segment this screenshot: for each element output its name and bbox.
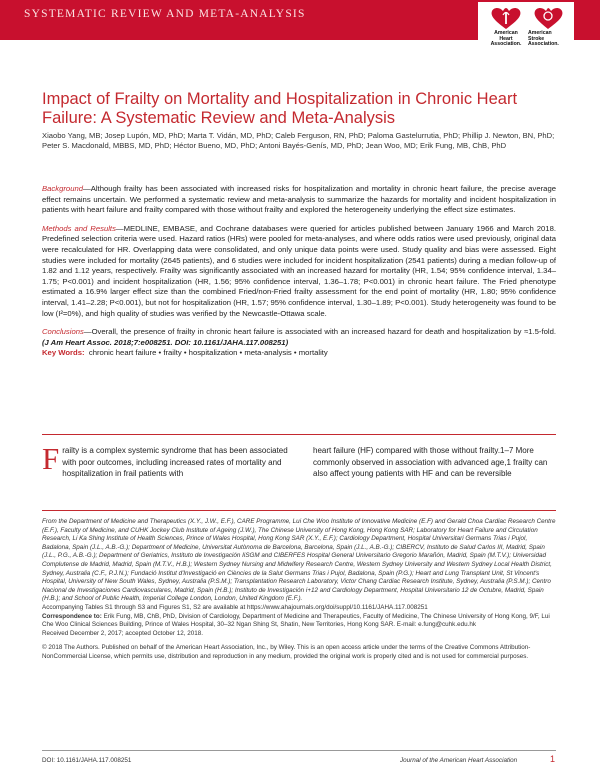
- asa-word-1: American: [528, 30, 552, 36]
- citation: (J Am Heart Assoc. 2018;7:e008251. DOI: 10.1161/JAHA.117.008251): [42, 337, 289, 347]
- author-list: Xiaobo Yang, MB; Josep Lupón, MD, PhD; Marta T. Vidán, MD, PhD; Caleb Ferguson, RN, PhD; Paloma Gastelurrutia, PhD; Phillip J. Newton, BN, PhD; Peter S. Macdonald, MBBS, MD, PhD; Héctor Bueno, MD, PhD; Antoni Bayés-Genís, MD, PhD; Jean Woo, MD; Erik Fung, MB, ChB, PhD: [42, 131, 555, 151]
- correspondence: [42, 613, 556, 630]
- abstract-divider: [42, 434, 556, 435]
- footer-divider: [42, 750, 556, 751]
- supplement-note: Accompanying Tables S1 through S3 and Figures S1, S2 are available at https://www.ahajournals.org/doi/suppl/10.1161/JAHA.117.008251: [42, 603, 428, 611]
- asa-word-3: Association.: [528, 41, 559, 48]
- footnotes: [42, 518, 556, 662]
- body-right-text: heart failure (HF) compared with those without frailty.1–7 More commonly observed in association with advanced age,1 frailty can also affect young patients with HF and can be reversible: [313, 446, 548, 479]
- drop-cap: F: [42, 441, 60, 476]
- keywords-line: [42, 348, 556, 359]
- article-title: Impact of Frailty on Mortality and Hospitalization in Chronic Heart Failure: A Systematic Review and Meta-Analysis: [42, 90, 518, 127]
- received-dates: Received December 2, 2017; accepted October 12, 2018.: [42, 629, 204, 637]
- abstract-methods: [42, 224, 556, 319]
- conclusions-label: Conclusions: [42, 327, 84, 337]
- keywords: chronic heart failure • frailty • hospitalization • meta-analysis • mortality: [88, 348, 328, 358]
- correspondence-label: Correspondence to:: [42, 612, 102, 620]
- affiliations: From the Department of Medicine and Therapeutics (X.Y., J.W., E.F.), CARE Programme, Lui Che Woo Institute of Innovative Medicine (E.F) and Gerald Choa Cardiac Research Centre (E.F.), Faculty of Medicine, and CUHK Jockey Club Institute of Ageing (J.W.), The Chinese University of Hong Kong, Hong Kong SAR; Laboratory for Heart Failure and Circulation Research, Li Ka Shing Institute of Health Sciences, Prince of Wales Hospital, Hong Kong SAR (X.Y., E.F.); Cardiology Department, Hospital Universitari Germans Trias i Pujol, Badalona, Spain (J.L., A.B.-G.); Department of Medicine, Universitat Autònoma de Barcelona, Barcelona, Spain (J.L., A.B.-G.); CIBERCV, Instituto de Salud Carlos III, Madrid, Spain (J.L., P.G., A.B.-G.); Department of Geriatrics, Instituto de Investigación IiSGM and CIBERFES Hospital General Universitario Gregorio Marañón, Madrid, Spain (M.T.V.); Universidad Complutense de Madrid, Madrid, Spain (M.T.V., H.B.); Western Sydney Nursing and Midwifery Research Centre, Western Sydney University and Western Sydney Local Health District, Sydney, Australia (C.F., P.J.N.); Fundació Institut d'Investigació en Ciències de la Salut Germans Trias i Pujol, Badalona, Spain (P.G.); Heart and Lung Transplant Unit, St Vincent's Hospital, University of New South Wales, Sydney, Australia (P.S.M.); Transplantation Research Laboratory, Victor Chang Cardiac Research Institute, Sydney, Australia (P.S.M.); Centro Nacional de Investigaciones Cardiovasculares, Madrid, Spain (H.B.); Instituto de Investigación i+12 and Cardiology Department, Hospital Universitario 12 de Octubre, Madrid, Spain (H.B.); and School of Public Health, Imperial College London, London, United Kingdom (E.F.).: [42, 518, 556, 603]
- section-label: SYSTEMATIC REVIEW AND META-ANALYSIS: [24, 8, 306, 20]
- aha-word-3: Association.: [490, 41, 522, 48]
- abstract-conclusions: [42, 327, 556, 348]
- footer-journal: Journal of the American Heart Association: [400, 757, 518, 764]
- background-label: Background: [42, 184, 84, 193]
- methods-label: Methods and Results: [42, 223, 116, 233]
- page-number: 1: [550, 754, 556, 764]
- abstract-background: [42, 184, 556, 216]
- torch-heart-icon: [486, 6, 526, 30]
- aha-word-2: Heart: [499, 35, 513, 42]
- aha-word-1: American: [494, 30, 518, 36]
- asa-word-2: Stroke: [528, 35, 545, 42]
- conclusions-text: —Overall, the presence of frailty in chronic heart failure is associated with an increased hazard for death and hospitalization by ≈1.5-fold.: [83, 327, 556, 337]
- footer-doi: DOI: 10.1161/JAHA.117.008251: [42, 757, 132, 764]
- license-note: © 2018 The Authors. Published on behalf of the American Heart Association, Inc., by Wiley. This is an open access article under the terms of the Creative Commons Attribution-NonCommercial License, which permits use, distribution and reproduction in any medium, provided the original work is properly cited and is not used for commercial purposes.: [42, 644, 531, 660]
- keywords-label: Key Words:: [42, 348, 85, 358]
- aha-wordmark: [484, 31, 528, 48]
- asa-wordmark: [528, 31, 572, 48]
- body-left-text: railty is a complex systemic syndrome that has been associated with poor outcomes, including increased rates of mortality and hospitalization in frail patients with: [62, 446, 288, 479]
- footnote-divider: [42, 510, 556, 511]
- correspondence-text: Erik Fung, MB, ChB, PhD, Division of Cardiology, Department of Medicine and Therapeutics, Faculty of Medicine, The Chinese University of Hong Kong, 9/F, Lui Che Woo Clinical Sciences Building, Prince of Wales Hospital, 30–32 Ngan Shing St, Shatin, New Territories, Hong Kong SAR. E-mail: e.fung@cuhk.edu.hk: [42, 612, 550, 629]
- aha-asa-logo: [478, 2, 574, 54]
- brain-heart-icon: [530, 6, 566, 30]
- background-text: —Although frailty has been associated with increased risks for hospitalization and mortality in chronic heart failure, the precise average effect remains uncertain. We performed a systematic review and meta-analysis to summarize the hazards for mortality and incident hospitalization in patients with heart failure and frailty compared with those without frailty and explored the heterogeneity underlying the effect size estimates.: [42, 184, 556, 215]
- abstract: [42, 184, 556, 367]
- body-column-left: [42, 441, 288, 480]
- body-column-right: [313, 445, 559, 480]
- methods-text: —MEDLINE, EMBASE, and Cochrane databases were queried for articles published between January 1966 and March 2018. Predefined selection criteria were used. Hazard ratios (HRs) were pooled for meta-analyses, and where odds ratios were used previously, original data were recalculated for HR. Overlapping data were consolidated, and only unique data points were used. Study quality and bias were assessed. Eight studies were included for mortality (2645 patients), and 6 studies were included for incident hospitalization (2541 patients) during a median follow-up of 1.82 and 1.12 years, respectively. Frailty was significantly associated with an increased hazard for mortality (HR, 1.54; 95% confidence interval, 1.34–1.75; P<0.001) and incident hospitalization (HR, 1.56; 95% confidence interval, 1.36–1.78; P<0.001) in chronic heart failure. The Fried phenotype estimated a 16.9% larger effect size than the combined Fried/non-Fried frailty assessment for the end point of mortality (HR, 1.80; 95% confidence interval, 1.41–2.28; P<0.001), but not for hospitalization (HR, 1.57; 95% confidence interval, 1.30–1.89; P<0.001). Study heterogeneity was found to be low (I²=0%), and high quality of studies was verified by the Newcastle-Ottawa scale.: [42, 223, 556, 318]
